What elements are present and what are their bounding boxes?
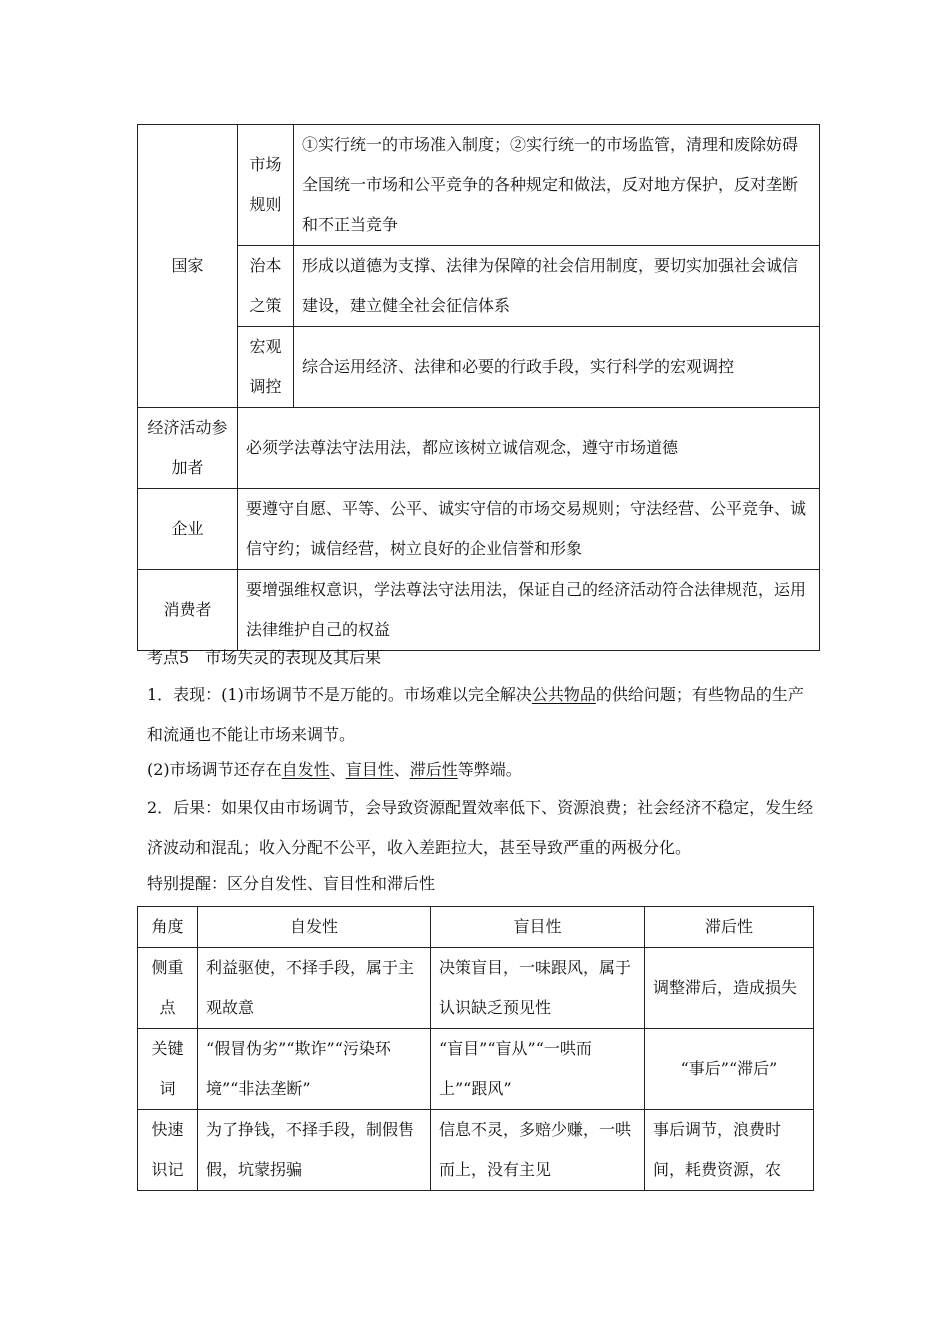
paragraph-biaoxian [147,675,817,755]
cell: 事后调节，浪费时间，耗费资源，农 [645,1110,814,1191]
cell: 调整滞后，造成损失 [645,948,814,1029]
p1-underline: 公共物品 [531,685,596,704]
p2-sep2: 、 [393,760,410,779]
p2-text-suffix: 等弊端。 [457,760,522,779]
row-label: 侧重点 [138,948,198,1029]
row-label: 关键词 [138,1029,198,1110]
comparison-table [137,906,814,1191]
sublabel-zhiben: 治本之策 [238,246,294,327]
table-row [138,948,814,1029]
cell-qiye: 要遵守自愿、平等、公平、诚实守信的市场交易规则；守法经营、公平竞争、诚信守约；诚信经营，树立良好的企业信誉和形象 [238,489,820,570]
table-row [138,1110,814,1191]
sublabel-hongguan: 宏观调控 [238,327,294,408]
cell: 利益驱使，不择手段，属于主观故意 [198,948,431,1029]
cell: “事后”“滞后” [645,1029,814,1110]
table-row [138,1029,814,1110]
paragraph-houguo: 2．后果：如果仅由市场调节，会导致资源配置效率低下、资源浪费；社会经济不稳定，发生经济波动和混乱；收入分配不公平，收入差距拉大，甚至导致严重的两极分化。 [147,798,814,857]
header-zifaxing: 自发性 [198,907,431,948]
underline-mangmuxing: 盲目性 [345,760,394,779]
cell: “假冒伪劣”“欺诈”“污染环境”“非法垄断” [198,1029,431,1110]
row-label-canjiazhe: 经济活动参加者 [138,408,238,489]
header-jiaodu: 角度 [138,907,198,948]
cell-shichang-guize: ①实行统一的市场准入制度；②实行统一的市场监管，清理和废除妨碍全国统一市场和公平竞争的各种规定和做法，反对地方保护，反对垄断和不正当竞争 [294,125,820,246]
header-mangmuxing: 盲目性 [431,907,645,948]
cell-canjiazhe: 必须学法尊法守法用法，都应该树立诚信观念，遵守市场道德 [238,408,820,489]
cell-zhiben: 形成以道德为支撑、法律为保障的社会信用制度，要切实加强社会诚信建设，建立健全社会征信体系 [294,246,820,327]
cell-hongguan: 综合运用经济、法律和必要的行政手段，实行科学的宏观调控 [294,327,820,408]
cell-xiaofeizhe: 要增强维权意识，学法尊法守法用法，保证自己的经济活动符合法律规范，运用法律维护自己的权益 [238,570,820,651]
p2-text: (2)市场调节还存在 [147,760,282,779]
row-label: 快速识记 [138,1110,198,1191]
tip-line: 特别提醒：区分自发性、盲目性和滞后性 [147,874,436,893]
cell: 为了挣钱，不择手段，制假售假，坑蒙拐骗 [198,1110,431,1191]
underline-zifaxing: 自发性 [281,760,330,779]
p2-sep1: 、 [329,760,346,779]
underline-zhihouxing: 滞后性 [409,760,458,779]
p1-text: 1．表现：(1)市场调节不是万能的。市场难以完全解决 [147,685,532,704]
row-label-guojia: 国家 [138,125,238,408]
header-zhihouxing: 滞后性 [645,907,814,948]
row-label-qiye: 企业 [138,489,238,570]
market-order-table [137,124,820,651]
row-label-xiaofeizhe: 消费者 [138,570,238,651]
sublabel-shichang-guize: 市场规则 [238,125,294,246]
section-heading: 考点5 市场失灵的表现及其后果 [147,648,382,667]
p1-text-suffix: 的供给问题；有些物品的生产和流通也不能让市场来调节。 [147,685,804,744]
cell: 信息不灵，多赔少赚，一哄而上，没有主见 [431,1110,645,1191]
cell: 决策盲目，一味跟风，属于认识缺乏预见性 [431,948,645,1029]
cell: “盲目”“盲从”“一哄而上”“跟风” [431,1029,645,1110]
paragraph-bibuan [147,753,817,787]
